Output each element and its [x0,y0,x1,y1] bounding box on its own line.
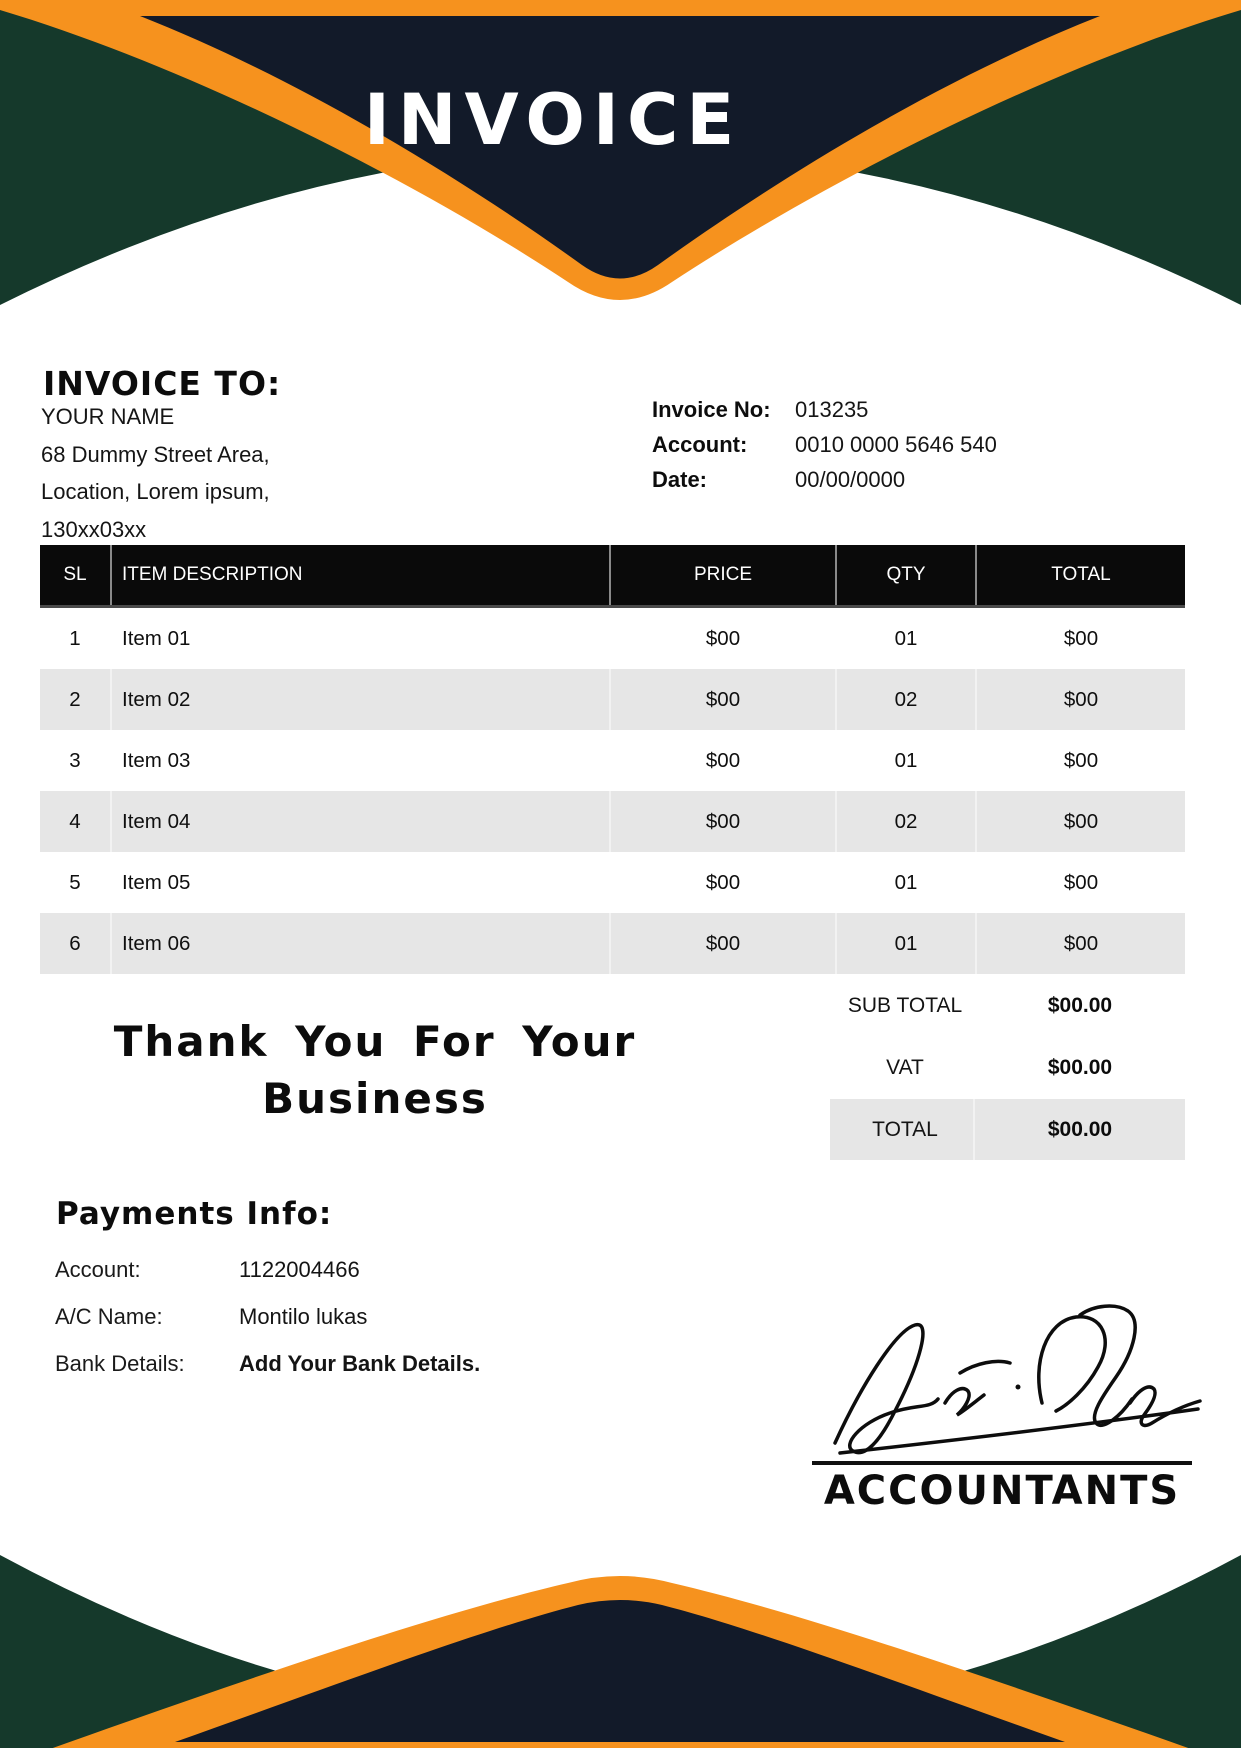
cell-sl: 5 [69,871,81,894]
footer-banner-graphic [0,1535,1241,1755]
payment-account-value: 1122004466 [239,1257,360,1282]
cell-total: $00 [975,791,1185,852]
cell-price: $00 [609,669,835,730]
invoice-title: INVOICE [363,79,743,161]
subtotal-label: SUB TOTAL [847,994,963,1017]
table-row [40,669,1185,730]
cell-total: $00 [1063,627,1099,650]
signature-line [812,1461,1192,1465]
table-row [40,852,1185,913]
cell-description: Item 02 [110,669,609,730]
cell-price: $00 [705,749,741,772]
cell-total: $00 [975,913,1185,974]
total-label: TOTAL [872,1118,938,1141]
cell-sl: 3 [69,749,81,772]
table-row [40,608,1185,669]
cell-qty: 01 [835,913,975,974]
thank-you-line1: Thank You For Your [113,1017,637,1066]
cell-description: Item 04 [110,791,609,852]
cell-sl: 2 [69,688,81,711]
header-cell-qty: QTY [835,545,975,605]
cell-description: Item 06 [110,913,609,974]
payment-bank-details-label: Bank Details: [55,1351,185,1376]
vat-value: $00.00 [1047,1056,1113,1079]
cell-description: Item 03 [122,749,191,772]
table-row [40,913,1185,974]
payments-info-heading: Payments Info: [56,1196,333,1232]
cell-total: $00 [975,669,1185,730]
invoice-to-heading: INVOICE TO: [43,364,282,403]
payment-row-ac-name [55,1302,655,1332]
thank-you-line2: Business [262,1074,488,1123]
bill-to-address-line: 68 Dummy Street Area, [41,441,270,467]
vat-label: VAT [886,1056,924,1079]
payment-row-bank-details [55,1349,655,1379]
bill-to-name: YOUR NAME [41,404,175,429]
header-cell-sl: SL [63,564,87,585]
cell-qty: 02 [835,791,975,852]
table-row [40,791,1185,852]
meta-row-date [652,462,997,497]
cell-description: Item 05 [122,871,191,894]
cell-qty: 02 [835,669,975,730]
payment-bank-details-value: Add Your Bank Details. [239,1351,481,1376]
signature-image [780,1303,1210,1458]
accountants-label: ACCOUNTANTS [823,1468,1181,1514]
items-header-row [40,545,1185,608]
bill-to-address-line: 130xx03xx [41,516,147,542]
header-banner-graphic [0,0,1241,345]
bill-to-address-line: Location, Lorem ipsum, [41,479,270,504]
date-value: 00/00/0000 [795,467,906,492]
meta-row-invoice-no [652,392,997,427]
date-label: Date: [652,467,708,492]
account-value: 0010 0000 5646 540 [795,432,997,457]
total-value: $00.00 [1047,1118,1113,1141]
payment-account-label: Account: [55,1257,141,1282]
invoice-meta [652,392,997,497]
cell-qty: 01 [894,627,918,650]
header-cell-price: PRICE [609,545,835,605]
cell-sl: 6 [69,932,81,955]
table-row [40,730,1185,791]
cell-description: Item 01 [122,627,191,650]
header-cell-description: ITEM DESCRIPTION [110,545,609,605]
cell-total: $00 [1063,871,1099,894]
cell-price: $00 [705,871,741,894]
cell-sl: 1 [69,627,81,650]
cell-price: $00 [609,791,835,852]
cell-qty: 01 [894,871,918,894]
cell-total: $00 [1063,749,1099,772]
cell-price: $00 [609,913,835,974]
cell-qty: 01 [894,749,918,772]
subtotal-value: $00.00 [1047,994,1113,1017]
invoice-to-block [41,398,270,548]
items-table [40,545,1185,974]
cell-sl: 4 [69,810,81,833]
account-label: Account: [652,432,748,457]
invoice-no-label: Invoice No: [652,397,771,422]
meta-row-account [652,427,997,462]
thank-you-message [40,1013,710,1127]
header-cell-total: TOTAL [975,545,1185,605]
payment-ac-name-label: A/C Name: [55,1304,163,1329]
payment-row-account [55,1255,655,1285]
payment-ac-name-value: Montilo lukas [239,1304,368,1329]
invoice-no-value: 013235 [795,397,869,422]
cell-price: $00 [705,627,741,650]
